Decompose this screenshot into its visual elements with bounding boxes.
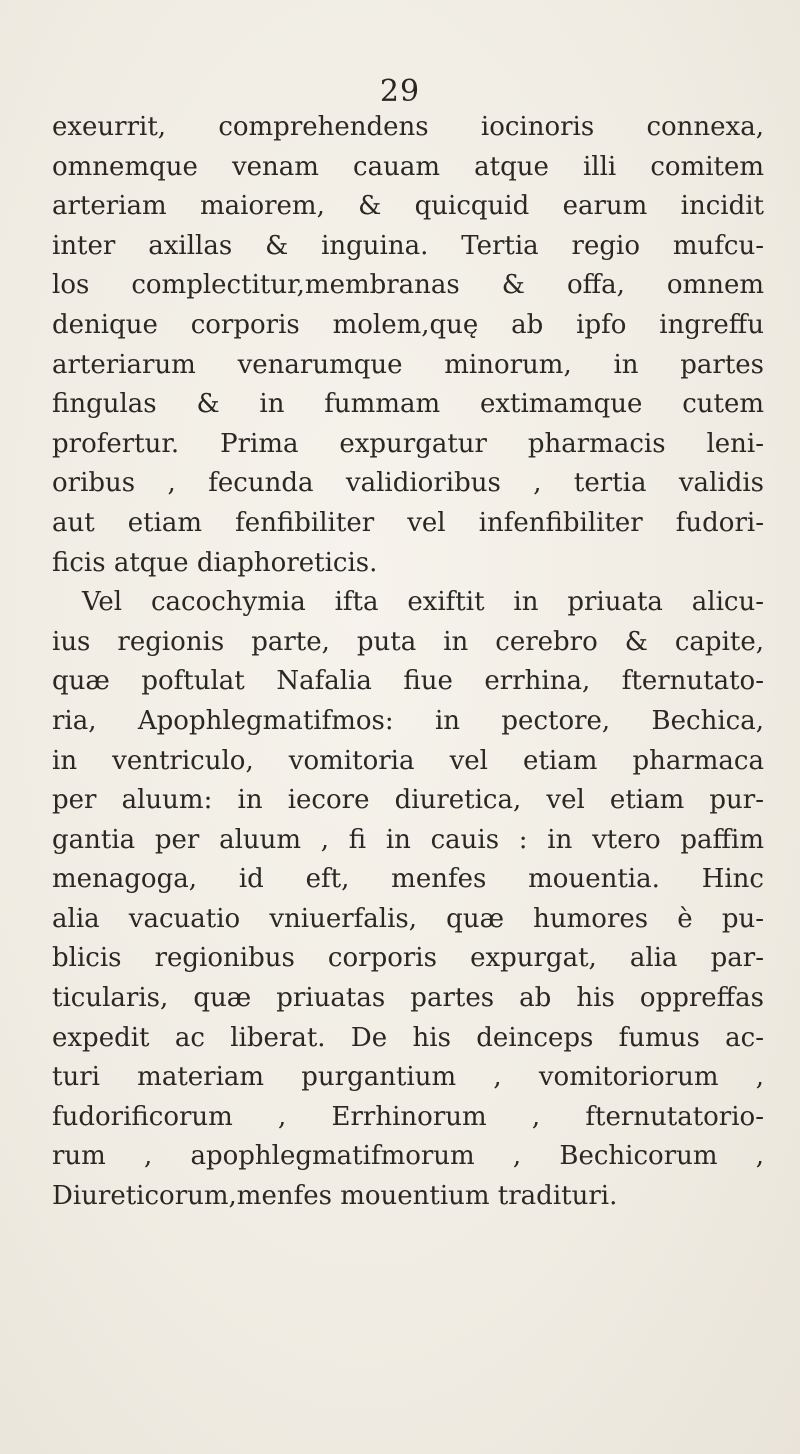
text-line: omnemque venam cauam atque illi comitem [52,151,764,182]
page-number: 29 [379,74,421,109]
paragraph-2 [52,583,764,1217]
text-line: per aluum: in iecore diuretica, vel etiam pur- [52,785,764,816]
text-line: menagoga, id eft, menfes mouentia. Hinc [52,864,764,895]
text-line: in ventriculo, vomitoria vel etiam pharmaca [52,745,764,776]
text-line: rum , apophlegmatifmorum , Bechicorum , [52,1141,764,1172]
paragraph-1 [52,108,764,583]
text-line: turi materiam purgantium , vomitoriorum , [52,1062,764,1093]
text-line: ficis atque diaphoreticis. [52,547,378,578]
text-line: denique corporis molem,quę ab ipfo ingreffu [52,309,764,340]
text-line: los complectitur,membranas & offa, omnem [52,270,764,301]
body-text [52,108,764,1217]
text-line: Vel cacochymia ifta exiftit in priuata alicu- [82,587,764,618]
text-line: oribus , fecunda validioribus , tertia validis [52,468,764,499]
text-line: arteriam maiorem, & quicquid earum incidit [52,191,764,222]
text-line: fudorificorum , Errhinorum , fternutatorio- [52,1101,764,1132]
text-line: profertur. Prima expurgatur pharmacis leni- [52,428,764,459]
text-line: quæ poftulat Nafalia fiue errhina, fternutato- [52,666,764,697]
text-line: exeurrit, comprehendens iocinoris connexa, [52,112,764,142]
text-line: Diureticorum,menfes mouentium tradituri. [52,1181,618,1212]
text-line: expedit ac liberat. De his deinceps fumus ac- [52,1022,764,1053]
text-line: ria, Apophlegmatifmos: in pectore, Bechica, [52,705,764,736]
text-line: blicis regionibus corporis expurgat, alia par- [52,943,764,974]
text-line: aut etiam fenfibiliter vel infenfibiliter fudori- [52,507,764,538]
text-line: arteriarum venarumque minorum, in partes [52,349,764,380]
text-line: inter axillas & inguina. Tertia regio mufcu- [52,230,764,261]
text-line: fingulas & in fummam extimamque cutem [52,389,764,420]
text-line: ius regionis parte, puta in cerebro & capite, [52,626,764,657]
text-line: alia vacuatio vniuerfalis, quæ humores è pu- [52,903,764,934]
text-line: ticularis, quæ priuatas partes ab his oppreffas [52,983,764,1014]
text-line: gantia per aluum , fi in cauis : in vtero paffim [52,824,764,855]
